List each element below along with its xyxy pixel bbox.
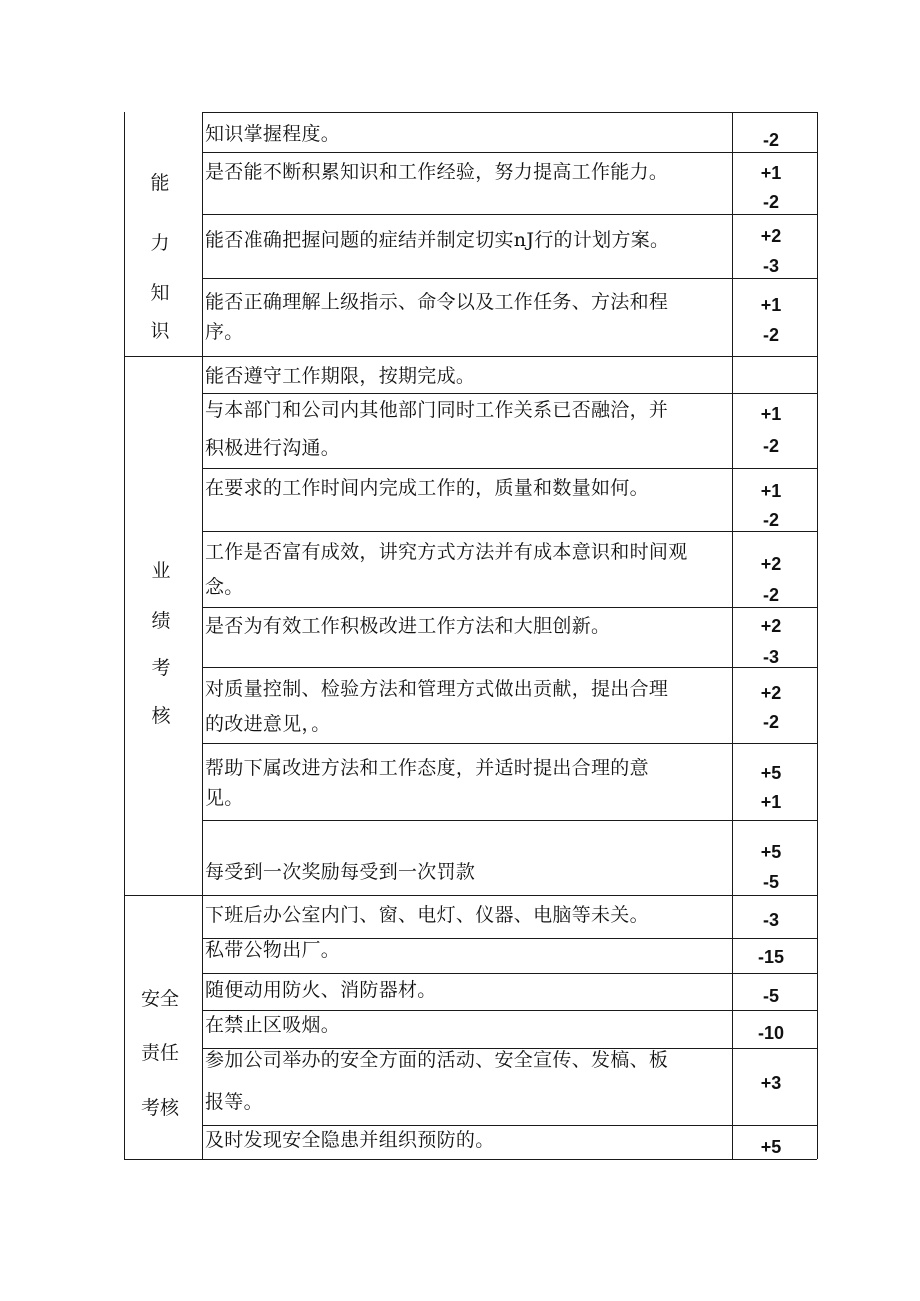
criteria-text: 每受到一次奖励每受到一次罚款 [205, 861, 476, 883]
criteria-text: 工作是否富有成效，讲究方式方法并有成本意识和时间观 [205, 541, 688, 563]
score-value: -2 [762, 585, 779, 605]
category-label-char: 能 [150, 172, 170, 194]
score-value: -3 [762, 256, 779, 276]
criteria-text: 对质量控制、检验方法和管理方式做出贡献，提出合理 [205, 678, 669, 700]
section-divider [124, 356, 817, 357]
row-divider [202, 667, 817, 668]
score-value: -2 [762, 436, 779, 456]
criteria-text: 在要求的工作时间内完成工作的，质量和数量如何。 [205, 477, 649, 499]
score-value: +5 [760, 842, 782, 862]
category-label-char: 考核 [140, 1097, 179, 1119]
score-value: +1 [760, 792, 782, 812]
criteria-text: 是否能不断积累知识和工作经验，努力提高工作能力。 [205, 161, 669, 183]
table-left-border [124, 112, 125, 1159]
criteria-text: 在禁止区吸烟。 [205, 1014, 341, 1036]
score-value: -2 [762, 325, 779, 345]
score-value: -3 [762, 910, 779, 930]
criteria-text: 的改进意见，。 [205, 713, 331, 735]
row-divider [202, 607, 817, 608]
row-divider [202, 214, 817, 215]
score-value: -3 [762, 647, 779, 667]
criteria-text: 是否为有效工作积极改进工作方法和大胆创新。 [205, 615, 611, 637]
score-value: +5 [760, 1137, 782, 1157]
table-top-border [202, 112, 817, 113]
score-value: -15 [757, 947, 784, 967]
criteria-text: 私带公物出厂。 [205, 939, 341, 961]
row-divider [202, 468, 817, 469]
criteria-text: 能否正确理解上级指示、命令以及工作任务、方法和程 [205, 291, 669, 313]
score-value: +1 [760, 481, 782, 501]
criteria-text: 及时发现安全隐患并组织预防的。 [205, 1129, 495, 1151]
score-column-divider [732, 112, 733, 1159]
score-value: +2 [760, 616, 782, 636]
row-divider [202, 278, 817, 279]
score-value: +1 [760, 295, 782, 315]
table-right-border [817, 112, 818, 1159]
criteria-text: 知识掌握程度。 [205, 123, 341, 145]
score-value: -2 [762, 192, 779, 212]
criteria-text: 随便动用防火、消防器材。 [205, 979, 437, 1001]
score-value: -5 [762, 986, 779, 1006]
category-label-char: 业 [151, 560, 171, 582]
row-divider [202, 531, 817, 532]
score-value: -5 [762, 872, 779, 892]
score-value: -2 [762, 712, 779, 732]
category-label-char: 考 [151, 657, 171, 679]
criteria-text: 能否遵守工作期限，按期完成。 [205, 365, 476, 387]
row-divider [202, 820, 817, 821]
criteria-text: 序。 [205, 321, 244, 343]
category-label-char: 绩 [151, 610, 171, 632]
criteria-text: 见。 [205, 787, 244, 809]
criteria-text: 报等。 [205, 1091, 263, 1113]
category-label-char: 知 [150, 282, 170, 304]
criteria-text: 能否准确把握问题的症结并制定切实nJ行的计划方案。 [205, 229, 670, 251]
criteria-text: 积极进行沟通。 [205, 437, 341, 459]
row-divider [202, 393, 817, 394]
category-label-char: 核 [151, 705, 171, 727]
score-value: +1 [760, 404, 782, 424]
row-divider [202, 743, 817, 744]
category-label-char: 安全 [140, 988, 179, 1010]
category-label-char: 识 [150, 320, 170, 342]
criteria-text: 与本部门和公司内其他部门同时工作关系已否融洽，并 [205, 399, 669, 421]
row-divider [202, 973, 817, 974]
section-divider [124, 895, 817, 896]
score-value: +2 [760, 554, 782, 574]
score-value: +2 [760, 226, 782, 246]
category-label-char: 力 [150, 232, 170, 254]
category-column-divider [202, 112, 203, 1159]
criteria-text: 下班后办公室内门、窗、电灯、仪器、电脑等未关。 [205, 904, 649, 926]
section-divider [124, 1159, 817, 1160]
score-value: +1 [760, 163, 782, 183]
score-value: +2 [760, 683, 782, 703]
criteria-text: 念。 [205, 576, 244, 598]
score-value: +3 [760, 1073, 782, 1093]
score-value: -2 [762, 130, 779, 150]
score-value: -10 [757, 1023, 784, 1043]
criteria-text: 帮助下属改进方法和工作态度，并适时提出合理的意 [205, 757, 649, 779]
category-label-char: 责任 [140, 1042, 179, 1064]
score-value: +5 [760, 763, 782, 783]
score-value: -2 [762, 510, 779, 530]
criteria-text: 参加公司举办的安全方面的活动、安全宣传、发槁、板 [205, 1049, 669, 1071]
row-divider [202, 152, 817, 153]
